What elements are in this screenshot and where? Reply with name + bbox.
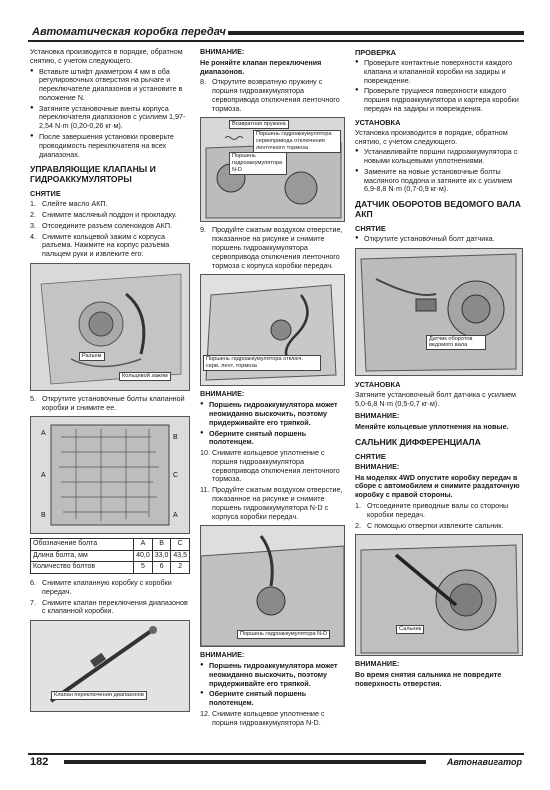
bolt-table	[30, 538, 190, 574]
bullet-item: ● Проверьте трущиеся поверхности каждого поршня гидроаккумулятора и картера коробки передач на задиры и повреждения.	[355, 87, 523, 113]
paragraph: Установка производится в порядке, обратном снятию, с учетом следующего.	[30, 47, 183, 65]
table-row: Длина болта, мм 40,0 33,0 43,5	[31, 550, 190, 562]
speed-sensor-illustration	[356, 249, 522, 375]
warning-text: На моделях 4WD опустите коробку передач в сборе с автомобилем и снимите раздаточную коробку с правой стороны.	[355, 472, 520, 500]
subheading-removal: СНЯТИЕ	[355, 451, 386, 461]
bullet-item: ● Устанавливайте поршни гидроаккумулятора с новыми кольцевыми уплотнениями.	[355, 148, 523, 166]
page-footer	[28, 753, 524, 767]
figure-connector	[30, 263, 190, 391]
paragraph: Установка производится в порядке, обратном снятию, с учетом следующего.	[355, 127, 508, 146]
step: 2. С помощью отвертки извлеките сальник.	[355, 520, 504, 530]
label-connector: Разъем	[79, 352, 105, 361]
warning-heading: ВНИМАНИЕ:	[200, 389, 245, 399]
column-right	[355, 48, 523, 691]
label-ring-clip: Кольцевой зажим	[119, 372, 171, 381]
label-servo-piston: Поршень гидроаккумулятора сервопривода отключения ленточного тормоза	[253, 130, 341, 152]
warning-text: Меняйте кольцевые уплотнения на новые.	[355, 422, 509, 432]
label-servo-piston: Поршень гидроаккумулятора отключ. серв. лент. тормоза	[203, 355, 321, 370]
subheading-install: УСТАНОВКА	[355, 117, 401, 127]
figure-nd-piston	[200, 525, 345, 647]
figure-speed-sensor	[355, 248, 523, 376]
heading-diff-seal: САЛЬНИК ДИФФЕРЕНЦИАЛА	[355, 436, 481, 447]
step: 1. Отсоедините приводные валы со стороны коробки передач.	[355, 500, 509, 519]
label-range-valve: Клапан переключения диапазонов	[51, 691, 147, 700]
valve-body-illustration	[31, 417, 189, 533]
column-left	[30, 48, 190, 716]
step: 10. Снимите кольцевое уплотнение с поршня гидроаккумулятора сервопривода отключения ленточного тормоза.	[200, 448, 340, 484]
header-bar	[228, 31, 524, 35]
svg-text:B: B	[173, 434, 178, 442]
bullet-item: ● Поршень гидроаккумулятора может неожиданно выскочить, поэтому придерживайте его тряпкой.	[200, 662, 345, 688]
step: 1. Слейте масло АКП.	[30, 199, 108, 209]
step: 6. Снимите клапанную коробку с коробки передач.	[30, 578, 172, 596]
svg-text:A: A	[41, 430, 46, 438]
step: 7. Снимите клапан переключения диапазонов с клапанной коробки.	[30, 597, 188, 616]
step: 2. Снимите масляный поддон и прокладку.	[30, 209, 177, 219]
warning-text: Во время снятия сальника не повредите поверхность отверстия.	[355, 670, 502, 688]
svg-text:C: C	[173, 472, 179, 480]
page-header	[28, 24, 524, 42]
subheading-install: УСТАНОВКА	[355, 379, 401, 389]
bullet-item: ● Оберните снятый поршень полотенцем.	[200, 430, 345, 448]
label-return-spring: Возвратная пружина	[229, 120, 289, 129]
footer-bar	[64, 760, 426, 764]
figure-valve-body	[30, 416, 190, 534]
subheading-removal: СНЯТИЕ	[355, 223, 386, 233]
page-number: 182	[30, 756, 49, 768]
warning-heading: ВНИМАНИЕ:	[355, 461, 400, 471]
step: 4. Снимите кольцевой зажим с корпуса разъема. Нажмите на корпус разъема пальцем руки и извлеките его.	[30, 231, 170, 259]
warning-heading: ВНИМАНИЕ:	[355, 411, 400, 421]
table-row: Количество болтов 5 6 2	[31, 562, 190, 574]
bullet-item: ● Затяните установочные винты корпуса переключателя диапазонов с усилием 1,97-2,54 N·m (0,20-0,26 кг·м).	[30, 105, 190, 131]
warning-heading: ВНИМАНИЕ:	[200, 650, 245, 660]
bullet-item: ● Проверьте контактные поверхности каждого клапана и клапанной коробки на задиры и повреждение.	[355, 59, 523, 85]
publisher-name: Автонавигатор	[446, 757, 522, 767]
bullet-item: ● Замените на новые установочные болты масляного поддона и затяните их с усилием 6,9-8,8 N·m (0,7-0,9 кг·м).	[355, 168, 523, 194]
section-title: Автоматическая коробка передач	[32, 26, 226, 38]
figure-diff-seal	[355, 534, 523, 656]
paragraph: Затяните установочный болт датчика с усилием 5,0-6,8 N·m (0,5-0,7 кг·м).	[355, 389, 516, 408]
bullet-item: ● Оберните снятый поршень полотенцем.	[200, 690, 345, 708]
heading-sensor: ДАТЧИК ОБОРОТОВ ВЕДОМОГО ВАЛА АКП	[355, 199, 521, 220]
diff-seal-illustration	[356, 535, 522, 655]
heading-valves: УПРАВЛЯЮЩИЕ КЛАПАНЫ И ГИДРОАККУМУЛЯТОРЫ	[30, 164, 156, 185]
figure-range-valve	[30, 620, 190, 712]
bullet-item: ● После завершения установки проверьте проводимость переключателя на всех диапазонах.	[30, 133, 190, 159]
label-nd-piston: Поршень гидроаккумулятора N-D	[229, 152, 287, 174]
svg-text:A: A	[41, 472, 46, 480]
step: 3. Отсоедините разъем соленоидов АКП.	[30, 220, 173, 230]
step: 5. Открутите установочные болты клапанной коробки и снимите ее.	[30, 393, 185, 412]
figure-servo-piston	[200, 274, 345, 386]
nd-piston-illustration	[201, 526, 344, 646]
bullet-item: ● Открутите установочный болт датчика.	[355, 235, 523, 244]
bullet-item: ● Вставьте штифт диаметром 4 мм в оба регулировочных отверстия на рычаге и переключателе диапазонов и установите в положение N.	[30, 68, 190, 103]
warning-text: Не роняйте клапан переключения диапазонов.	[200, 57, 322, 76]
table-row: Обозначение болта A B C	[31, 539, 190, 551]
figure-return-spring	[200, 117, 345, 222]
label-speed-sensor: Датчик оборотов ведомого вала	[426, 335, 486, 350]
column-middle	[200, 48, 345, 730]
step: 8. Открутите возвратную пружину с поршня гидроаккумулятора сервопривода отключения ленточного тормоза.	[200, 77, 340, 113]
warning-heading: ВНИМАНИЕ:	[355, 659, 400, 669]
subheading-removal: СНЯТИЕ	[30, 189, 61, 199]
bullet-item: ● Поршень гидроаккумулятора может неожиданно выскочить, поэтому придерживайте его тряпкой.	[200, 401, 345, 427]
svg-text:B: B	[41, 512, 46, 520]
warning-heading: ВНИМАНИЕ:	[200, 47, 245, 56]
subheading-check: ПРОВЕРКА	[355, 48, 396, 57]
step: 11. Продуйте сжатым воздухом отверстие, показанное на рисунке и снимите поршень гидроаккумулятора N-D с корпуса коробки передач.	[200, 485, 343, 521]
label-nd-piston: Поршень гидроаккумулятора N-D	[237, 630, 330, 639]
label-seal: Сальник	[396, 625, 424, 634]
step: 12. Снимите кольцевое уплотнение с поршня гидроаккумулятора N-D.	[200, 709, 325, 727]
svg-text:A: A	[173, 512, 178, 520]
step: 9. Продуйте сжатым воздухом отверстие, показанное на рисунке и снимите поршень гидроаккумулятора сервопривода отключения ленточного тормоза с корпуса коробки передач.	[200, 225, 343, 270]
